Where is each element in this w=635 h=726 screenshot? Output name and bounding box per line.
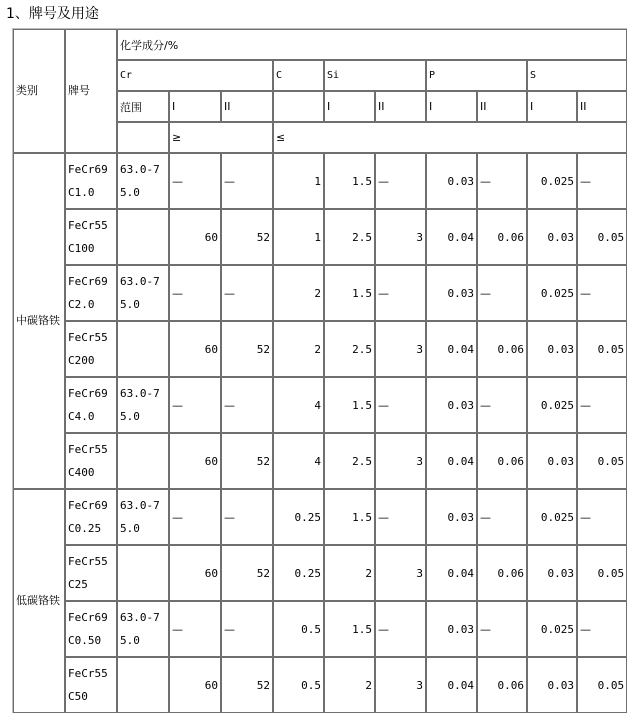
si-level-two-header: II <box>375 91 426 122</box>
cr-min-one-cell: 60 <box>169 321 221 377</box>
p-max-two-cell: — <box>477 601 527 657</box>
p-max-one-cell: 0.03 <box>426 489 477 545</box>
grade-header: 牌号 <box>65 29 117 153</box>
gte-header: ≥ <box>169 122 273 153</box>
cr-range-cell: 63.0-75.0 <box>117 601 169 657</box>
si-max-two-cell: 3 <box>375 209 426 265</box>
cr-min-one-cell: — <box>169 489 221 545</box>
p-max-one-cell: 0.04 <box>426 209 477 265</box>
table-row <box>13 321 627 377</box>
si-max-two-cell: 3 <box>375 545 426 601</box>
cr-range-cell <box>117 433 169 489</box>
c-max-cell: 0.5 <box>273 657 324 713</box>
element-c-header: C <box>273 60 324 91</box>
cr-min-two-cell: — <box>221 489 273 545</box>
s-max-one-cell: 0.025 <box>527 601 577 657</box>
si-level-one-header: I <box>324 91 375 122</box>
p-level-one-header: I <box>426 91 477 122</box>
cr-min-two-cell: — <box>221 377 273 433</box>
si-max-two-cell: 3 <box>375 321 426 377</box>
p-max-one-cell: 0.03 <box>426 601 477 657</box>
s-level-two-header: II <box>577 91 627 122</box>
si-max-two-cell: — <box>375 265 426 321</box>
cr-min-two-cell: — <box>221 601 273 657</box>
si-max-two-cell: 3 <box>375 657 426 713</box>
s-max-one-cell: 0.025 <box>527 265 577 321</box>
c-max-cell: 1 <box>273 209 324 265</box>
table-row <box>13 601 627 657</box>
grade-cell: FeCr69C0.25 <box>65 489 117 545</box>
cr-min-one-cell: — <box>169 265 221 321</box>
category-header: 类别 <box>13 29 65 153</box>
si-max-two-cell: — <box>375 153 426 209</box>
s-max-one-cell: 0.03 <box>527 321 577 377</box>
si-max-two-cell: — <box>375 377 426 433</box>
p-max-one-cell: 0.04 <box>426 545 477 601</box>
lte-header: ≤ <box>273 122 627 153</box>
p-max-two-cell: — <box>477 153 527 209</box>
c-blank-header <box>273 91 324 122</box>
s-max-two-cell: 0.05 <box>577 545 627 601</box>
p-max-two-cell: 0.06 <box>477 209 527 265</box>
grade-cell: FeCr55C200 <box>65 321 117 377</box>
p-max-one-cell: 0.03 <box>426 377 477 433</box>
si-max-one-cell: 2 <box>324 657 375 713</box>
si-max-two-cell: 3 <box>375 433 426 489</box>
cr-range-cell <box>117 657 169 713</box>
s-max-two-cell: — <box>577 153 627 209</box>
p-max-one-cell: 0.04 <box>426 321 477 377</box>
s-max-one-cell: 0.025 <box>527 489 577 545</box>
cr-min-one-cell: 60 <box>169 657 221 713</box>
p-max-two-cell: 0.06 <box>477 657 527 713</box>
p-max-one-cell: 0.04 <box>426 433 477 489</box>
p-max-two-cell: — <box>477 377 527 433</box>
cr-level-two-header: II <box>221 91 273 122</box>
si-max-one-cell: 1.5 <box>324 265 375 321</box>
grade-cell: FeCr55C50 <box>65 657 117 713</box>
table-row <box>13 433 627 489</box>
cr-min-one-cell: 60 <box>169 209 221 265</box>
cr-min-two-cell: 52 <box>221 657 273 713</box>
cr-min-two-cell: 52 <box>221 321 273 377</box>
table-row <box>13 209 627 265</box>
s-max-two-cell: 0.05 <box>577 321 627 377</box>
cr-range-cell: 63.0-75.0 <box>117 265 169 321</box>
c-max-cell: 1 <box>273 153 324 209</box>
range-blank-header <box>117 122 169 153</box>
category-cell: 低碳铬铁 <box>13 489 65 713</box>
si-max-one-cell: 2 <box>324 545 375 601</box>
si-max-one-cell: 2.5 <box>324 321 375 377</box>
table-row <box>13 657 627 713</box>
si-max-one-cell: 2.5 <box>324 209 375 265</box>
si-max-two-cell: — <box>375 601 426 657</box>
p-max-one-cell: 0.03 <box>426 265 477 321</box>
table-row <box>13 153 627 209</box>
si-max-one-cell: 1.5 <box>324 153 375 209</box>
c-max-cell: 2 <box>273 321 324 377</box>
p-max-two-cell: 0.06 <box>477 545 527 601</box>
s-max-two-cell: — <box>577 489 627 545</box>
composition-header: 化学成分/% <box>117 29 627 60</box>
p-max-one-cell: 0.04 <box>426 657 477 713</box>
cr-range-cell: 63.0-75.0 <box>117 153 169 209</box>
s-max-two-cell: — <box>577 377 627 433</box>
s-max-one-cell: 0.03 <box>527 657 577 713</box>
cr-level-one-header: I <box>169 91 221 122</box>
s-max-one-cell: 0.025 <box>527 377 577 433</box>
grade-cell: FeCr69C4.0 <box>65 377 117 433</box>
grade-cell: FeCr55C100 <box>65 209 117 265</box>
grade-cell: FeCr69C1.0 <box>65 153 117 209</box>
s-max-one-cell: 0.03 <box>527 545 577 601</box>
grade-cell: FeCr69C0.50 <box>65 601 117 657</box>
table-row <box>13 377 627 433</box>
cr-range-cell <box>117 321 169 377</box>
c-max-cell: 4 <box>273 377 324 433</box>
s-level-one-header: I <box>527 91 577 122</box>
cr-range-cell: 63.0-75.0 <box>117 377 169 433</box>
cr-min-two-cell: 52 <box>221 545 273 601</box>
si-max-two-cell: — <box>375 489 426 545</box>
s-max-two-cell: 0.05 <box>577 657 627 713</box>
element-cr-header: Cr <box>117 60 273 91</box>
table-row <box>13 265 627 321</box>
p-max-two-cell: 0.06 <box>477 321 527 377</box>
cr-min-one-cell: — <box>169 153 221 209</box>
grade-cell: FeCr69C2.0 <box>65 265 117 321</box>
table-row <box>13 489 627 545</box>
c-max-cell: 0.5 <box>273 601 324 657</box>
cr-min-one-cell: 60 <box>169 545 221 601</box>
s-max-two-cell: — <box>577 601 627 657</box>
p-max-one-cell: 0.03 <box>426 153 477 209</box>
cr-range-cell: 63.0-75.0 <box>117 489 169 545</box>
element-si-header: Si <box>324 60 426 91</box>
cr-min-one-cell: — <box>169 377 221 433</box>
table-row <box>13 545 627 601</box>
c-max-cell: 0.25 <box>273 545 324 601</box>
cr-range-cell <box>117 209 169 265</box>
si-max-one-cell: 1.5 <box>324 601 375 657</box>
range-header: 范围 <box>117 91 169 122</box>
c-max-cell: 4 <box>273 433 324 489</box>
cr-min-one-cell: 60 <box>169 433 221 489</box>
si-max-one-cell: 2.5 <box>324 433 375 489</box>
c-max-cell: 2 <box>273 265 324 321</box>
p-max-two-cell: 0.06 <box>477 433 527 489</box>
p-max-two-cell: — <box>477 265 527 321</box>
p-level-two-header: II <box>477 91 527 122</box>
s-max-one-cell: 0.03 <box>527 433 577 489</box>
s-max-two-cell: 0.05 <box>577 433 627 489</box>
category-cell: 中碳铬铁 <box>13 153 65 489</box>
cr-min-two-cell: 52 <box>221 209 273 265</box>
s-max-two-cell: 0.05 <box>577 209 627 265</box>
element-p-header: P <box>426 60 527 91</box>
cr-range-cell <box>117 545 169 601</box>
s-max-one-cell: 0.03 <box>527 209 577 265</box>
si-max-one-cell: 1.5 <box>324 377 375 433</box>
cr-min-two-cell: — <box>221 153 273 209</box>
si-max-one-cell: 1.5 <box>324 489 375 545</box>
composition-table <box>12 28 627 713</box>
grade-cell: FeCr55C400 <box>65 433 117 489</box>
c-max-cell: 0.25 <box>273 489 324 545</box>
cr-min-two-cell: — <box>221 265 273 321</box>
cr-min-two-cell: 52 <box>221 433 273 489</box>
section-heading: 1、牌号及用途 <box>6 6 99 22</box>
element-s-header: S <box>527 60 627 91</box>
s-max-two-cell: — <box>577 265 627 321</box>
s-max-one-cell: 0.025 <box>527 153 577 209</box>
grade-cell: FeCr55C25 <box>65 545 117 601</box>
cr-min-one-cell: — <box>169 601 221 657</box>
p-max-two-cell: — <box>477 489 527 545</box>
